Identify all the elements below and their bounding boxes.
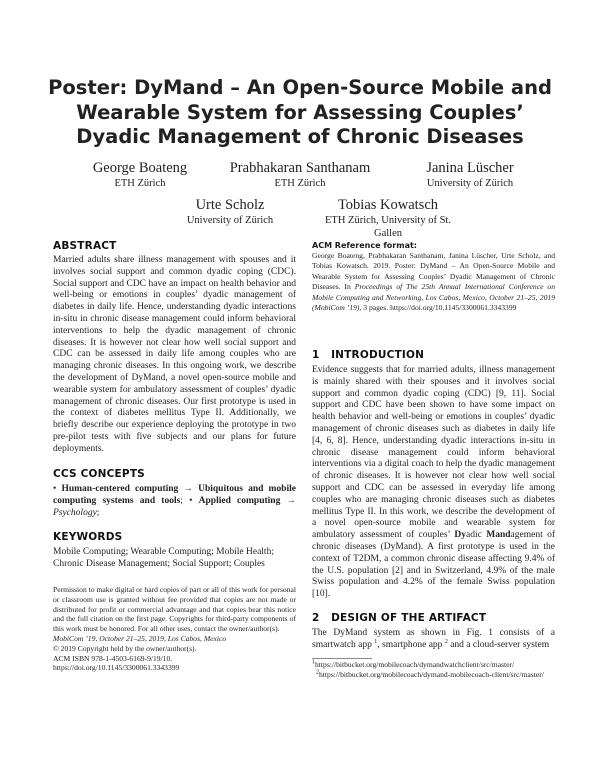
author-block [215, 160, 385, 190]
design-text-a: The DyMand system as shown in Fig. 1 consists of a smartwatch app [312, 628, 555, 650]
design-text [312, 628, 555, 652]
footnote [312, 660, 555, 670]
ccs-term: Applied computing [198, 495, 281, 506]
acm-ref-heading: ACM Reference format: [312, 241, 417, 250]
author-name: Tobias Kowatsch [337, 197, 439, 213]
intro-mand: Mand [486, 530, 511, 541]
ccs-arrow: → [183, 484, 193, 494]
abstract-text: Married adults share illness management with spouses and it involves social support and common dyadic coping (CDC). Social support and CDC have an impact on health behavior and well-being or emotions in couples’ dyadic management of diabetes in daily life. Hence, understanding dyadic interactions in-situ in chronic disease management could inform behavioral interventions to help the dyadic management of chronic diseases. It is however not clear how well social support and CDC can be assessed in daily life among couples who are managing chronic diseases. In this ongoing work, we describe the development of DyMand, a novel open-source mobile and wearable system for ambulatory assessment of couples’ dyadic management of chronic diseases. Our first prototype is used in the context of diabetes mellitus Type II. Additionally, we briefly describe our experience deploying the prototype in two pre-pilot tests with five subjects and our plans for future deployments. [53, 255, 296, 454]
author-affiliation: ETH Zürich [114, 178, 166, 189]
acm-ref-text [312, 251, 555, 313]
footnote-number: 1 [312, 659, 315, 666]
footnote-link[interactable]: https://bitbucket.org/mobilecoach/dymandwatchclient/src/master/ [315, 660, 515, 669]
footnotes [312, 660, 555, 680]
author-name: George Boateng [92, 160, 188, 176]
author-block [70, 160, 210, 190]
acm-ref-doi[interactable]: https://doi.org/10.1145/3300061.3343399 [390, 303, 517, 313]
author-block [400, 160, 540, 190]
ccs-term: Psychology [53, 507, 97, 518]
doi-link[interactable]: https://doi.org/10.1145/3300061.3343399 [53, 663, 180, 673]
ccs-separator: ; • [180, 495, 193, 506]
ccs-bullet: • [53, 484, 57, 494]
intro-mid: adic [466, 530, 487, 541]
venue-line: MobiCom ’19, October 21–25, 2019, Los Cabos, Mexico [53, 633, 227, 643]
author-name: Urte Scholz [195, 197, 265, 213]
acm-ref-authors: George Boateng, Prabhakaran Santhanam, Janina Lüscher, Urte Scholz, and Tobias Kowatsch. 2019. Poster: DyMand – An Open-Source Mobile and Wearable System for Assessing Couples’ Dyadic Management of Chronic Diseases. In [312, 251, 555, 292]
ccs-concepts [53, 484, 296, 519]
intro-dy: Dy [454, 530, 467, 541]
design-text-b: , smartphone app [377, 639, 445, 650]
footnote-mark: 2 [444, 638, 448, 645]
permission-block [53, 585, 296, 673]
author-block [160, 197, 300, 227]
acm-ref-proceedings: Proceedings of The 25th Annual International Conference on Mobile Computing and Networking, Los Cabos, Mexico, October 21–25, 2019 (MobiCom ’19), [312, 282, 555, 313]
footnote-divider [312, 658, 372, 659]
footnote [312, 670, 555, 680]
ccs-term: Ubiquitous and mobile computing systems and tools [53, 484, 297, 506]
author-affiliation: ETH Zürich [274, 178, 326, 189]
footnote-number: 2 [316, 669, 319, 676]
acm-reference [312, 240, 555, 313]
design-text-c: and a cloud-server system [447, 639, 550, 650]
intro-heading: 1 INTRODUCTION [312, 349, 425, 361]
footnote-link[interactable]: https://bitbucket.org/mobilecoach/dymand-mobilecoach-client/src/master/ [319, 669, 544, 679]
author-affiliation: University of Zürich [426, 178, 514, 189]
design-heading: 2 DESIGN OF THE ARTIFACT [312, 612, 487, 624]
copyright-line: © 2019 Copyright held by the owner/author(s). [53, 643, 197, 653]
author-affiliation: University of Zürich [186, 215, 274, 226]
acm-ref-pages: 3 pages. [363, 303, 389, 313]
ccs-heading: CCS CONCEPTS [53, 468, 145, 480]
keywords-text: Mobile Computing; Wearable Computing; Mobile Health; Chronic Disease Management; Social Support; Couples [53, 547, 274, 569]
author-name: Janina Lüscher [426, 160, 514, 176]
intro-text [312, 365, 555, 601]
paper-title: Poster: DyMand – An Open-Source Mobile and Wearable System for Assessing Couples’ Dyadic Management of Chronic Diseases [48, 76, 552, 148]
ccs-term: Human-centered computing [61, 484, 179, 494]
abstract-heading: ABSTRACT [53, 240, 117, 252]
ccs-arrow: → [286, 495, 297, 506]
footnote-mark: 1 [374, 638, 378, 645]
isbn-line: ACM ISBN 978-1-4503-6169-9/19/10. [53, 653, 173, 663]
ccs-end: ; [96, 507, 100, 518]
permission-text: Permission to make digital or hard copies of part or all of this work for personal or classroom use is granted without fee provided that copies are not made or distributed for profit or commercial advantage and that copies bear this notice and the full citation on the first page. Copyrights for third-party components of this work must be honored. For all other uses, contact the owner/author(s). [53, 585, 296, 634]
intro-text-b: agement of chronic diseases (DyMand). A first prototype is used in the context of T2DM, a common chronic disease affecting 9.4% of the U.S. population [2] and in Switzerland, 4.9% of the male Swiss population and 4.2% of the female Swiss population [10]. [312, 530, 556, 600]
keywords-heading: KEYWORDS [53, 531, 123, 543]
intro-text-a: Evidence suggests that for married adults, illness management is mainly shared with their spouses and it involves social support and common dyadic coping (CDC) [9, 11]. Social support and CDC have been shown to have some impact on health behavior and well-being or emotions in couples’ dyadic management of chronic diseases such as diabetes in daily life [4, 6, 8]. Hence, understanding dyadic interactions in-situ in chronic disease management could inform behavioral interventions via a digital coach to help the dyadic management of chronic diseases. It is however not clear how well social support and CDC can be assessed in everyday life among couples who are managing chronic diseases such as diabetes mellitus Type II. In this work, we describe the development of a novel open-source mobile and wearable system for ambulatory assessment of couples’ [312, 365, 555, 541]
author-block [318, 197, 458, 240]
author-name: Prabhakaran Santhanam [229, 160, 371, 176]
author-affiliation: ETH Zürich, University of St. Gallen [325, 215, 451, 239]
